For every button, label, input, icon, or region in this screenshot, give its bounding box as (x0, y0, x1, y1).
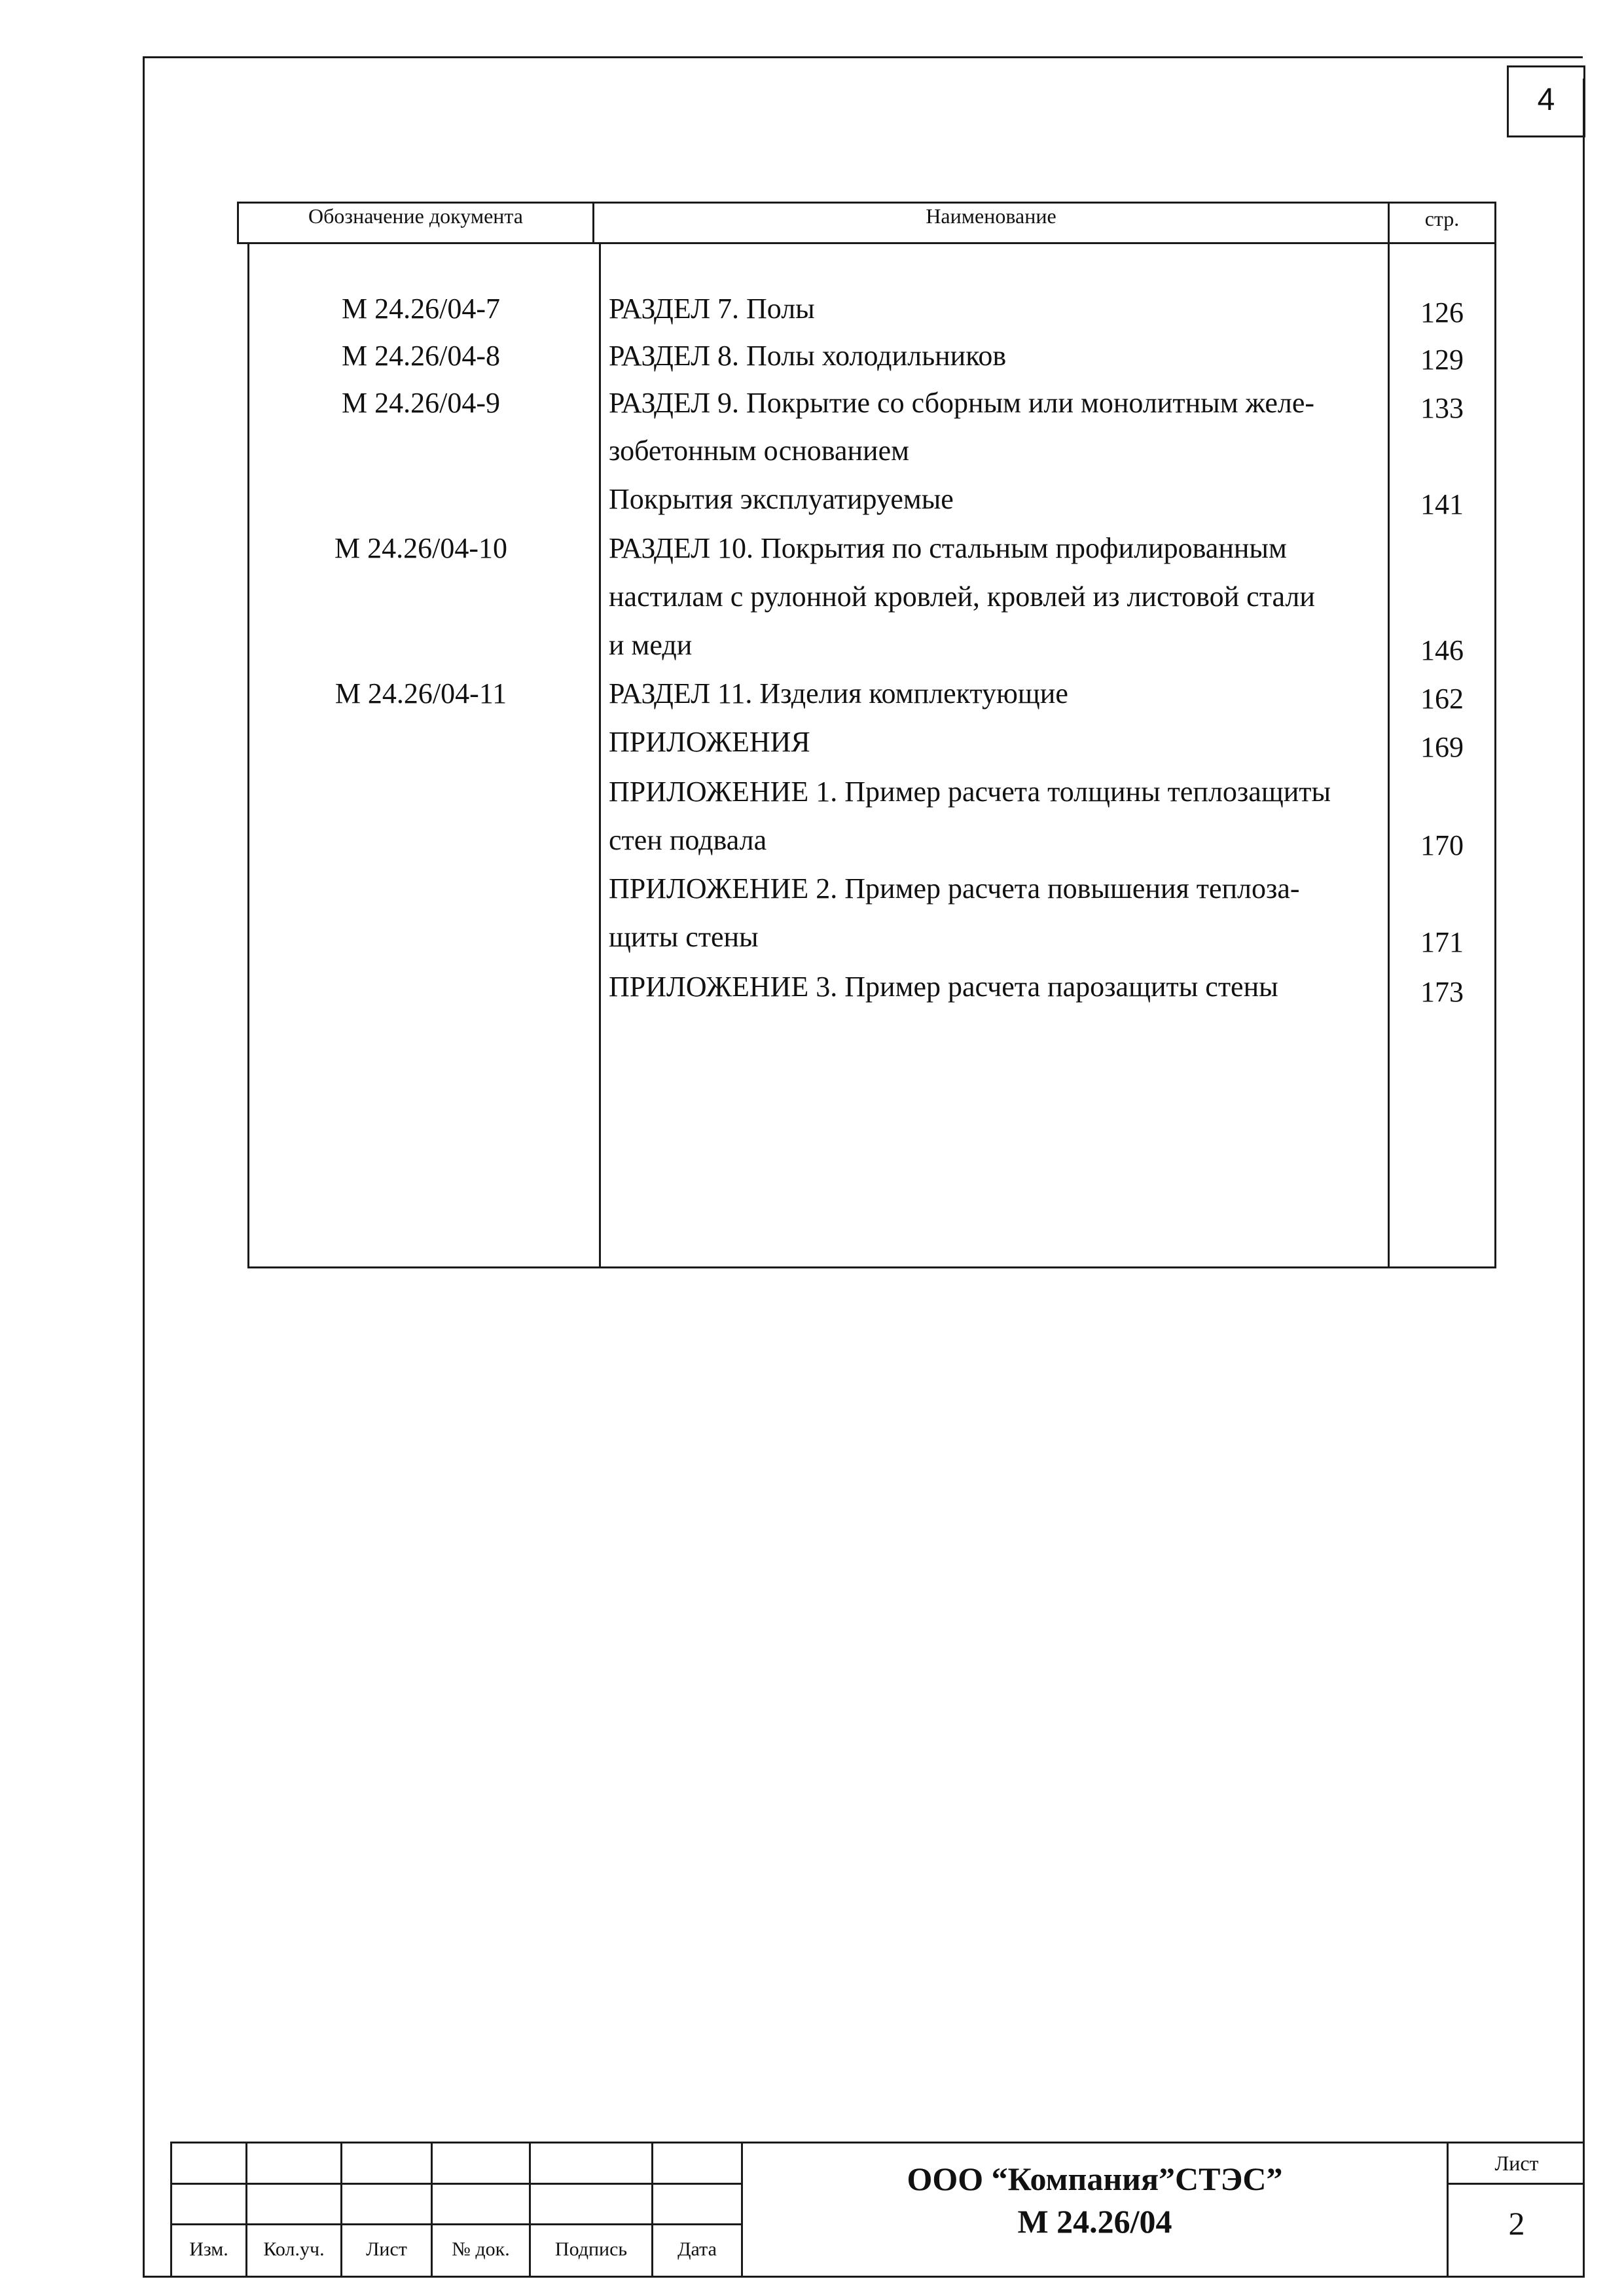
table-col-divider-1-lower (599, 242, 601, 1268)
row-title: РАЗДЕЛ 7. Полы (609, 293, 815, 325)
stamp-top-line (170, 2142, 1585, 2144)
frame-bottom-line (143, 2276, 1585, 2278)
document-code: М 24.26/04 (1017, 2203, 1172, 2240)
corner-number: 4 (1537, 82, 1555, 117)
stamp-label-kol-uch: Кол.уч. (263, 2238, 325, 2260)
row-code: М 24.26/04-8 (342, 340, 500, 372)
row-page: 171 (1420, 926, 1464, 958)
stamp-label-data: Дата (677, 2238, 717, 2260)
frame-top-line (143, 56, 1583, 58)
row-page: 169 (1420, 731, 1464, 763)
row-code: М 24.26/04-10 (334, 532, 507, 564)
row-code: М 24.26/04-7 (342, 293, 500, 325)
header-page: стр. (1424, 207, 1460, 230)
row-code: М 24.26/04-9 (342, 387, 500, 419)
frame-left-line (143, 56, 145, 2278)
row-title: Покрытия эксплуатируемые (609, 483, 954, 515)
stamp-label-izm: Изм. (189, 2238, 228, 2260)
row-page: 126 (1420, 296, 1464, 329)
stamp-label-podpis: Подпись (554, 2238, 628, 2260)
header-designation: Обозначение документа (308, 204, 523, 228)
table-top-border (237, 202, 1496, 204)
table-bottom-border (247, 1266, 1496, 1268)
row-title-continuation: настилам с рулонной кровлей, кровлей из листовой стали (609, 581, 1315, 613)
corner-number-box (1507, 65, 1585, 137)
row-page: 141 (1420, 488, 1464, 520)
row-title: ПРИЛОЖЕНИЕ 1. Пример расчета толщины теплозащиты (609, 776, 1331, 808)
table-right-border (1494, 202, 1496, 1268)
row-page: 170 (1420, 829, 1464, 861)
row-code: М 24.26/04-11 (334, 677, 507, 709)
row-page: 173 (1420, 976, 1464, 1008)
row-title: РАЗДЕЛ 8. Полы холодильников (609, 340, 1007, 372)
row-title-continuation: стен подвала (609, 824, 767, 856)
company-name: ООО “Компания”СТЭС” (907, 2161, 1283, 2197)
table-header-divider (237, 242, 1496, 244)
stamp-label-n-dok: № док. (452, 2238, 510, 2260)
row-title: РАЗДЕЛ 10. Покрытия по стальным профилированным (609, 532, 1287, 564)
frame-right-line (1583, 79, 1585, 2278)
row-title: РАЗДЕЛ 9. Покрытие со сборным или монолитным желе- (609, 387, 1315, 419)
row-page: 162 (1420, 683, 1464, 715)
row-page: 146 (1420, 634, 1464, 666)
row-title: РАЗДЕЛ 11. Изделия комплектующие (609, 677, 1068, 709)
header-name: Наименование (926, 204, 1056, 228)
stamp-row-line-2 (170, 2223, 743, 2225)
row-title: ПРИЛОЖЕНИЕ 3. Пример расчета парозащиты стены (609, 971, 1278, 1003)
stamp-label-list: Лист (366, 2238, 407, 2260)
sheet-label: Лист (1494, 2151, 1539, 2175)
stamp-row-line-1 (170, 2183, 743, 2185)
row-page: 133 (1420, 392, 1464, 424)
row-title-continuation: зобетонным основанием (609, 435, 909, 467)
sheet-number: 2 (1508, 2205, 1525, 2242)
row-page: 129 (1420, 344, 1464, 376)
row-title-continuation: щиты стены (609, 921, 759, 953)
row-title: ПРИЛОЖЕНИЯ (609, 726, 810, 758)
row-title-continuation: и меди (609, 629, 693, 661)
row-title: ПРИЛОЖЕНИЕ 2. Пример расчета повышения теплоза- (609, 872, 1300, 905)
stamp-sheet-divider (1447, 2183, 1585, 2185)
